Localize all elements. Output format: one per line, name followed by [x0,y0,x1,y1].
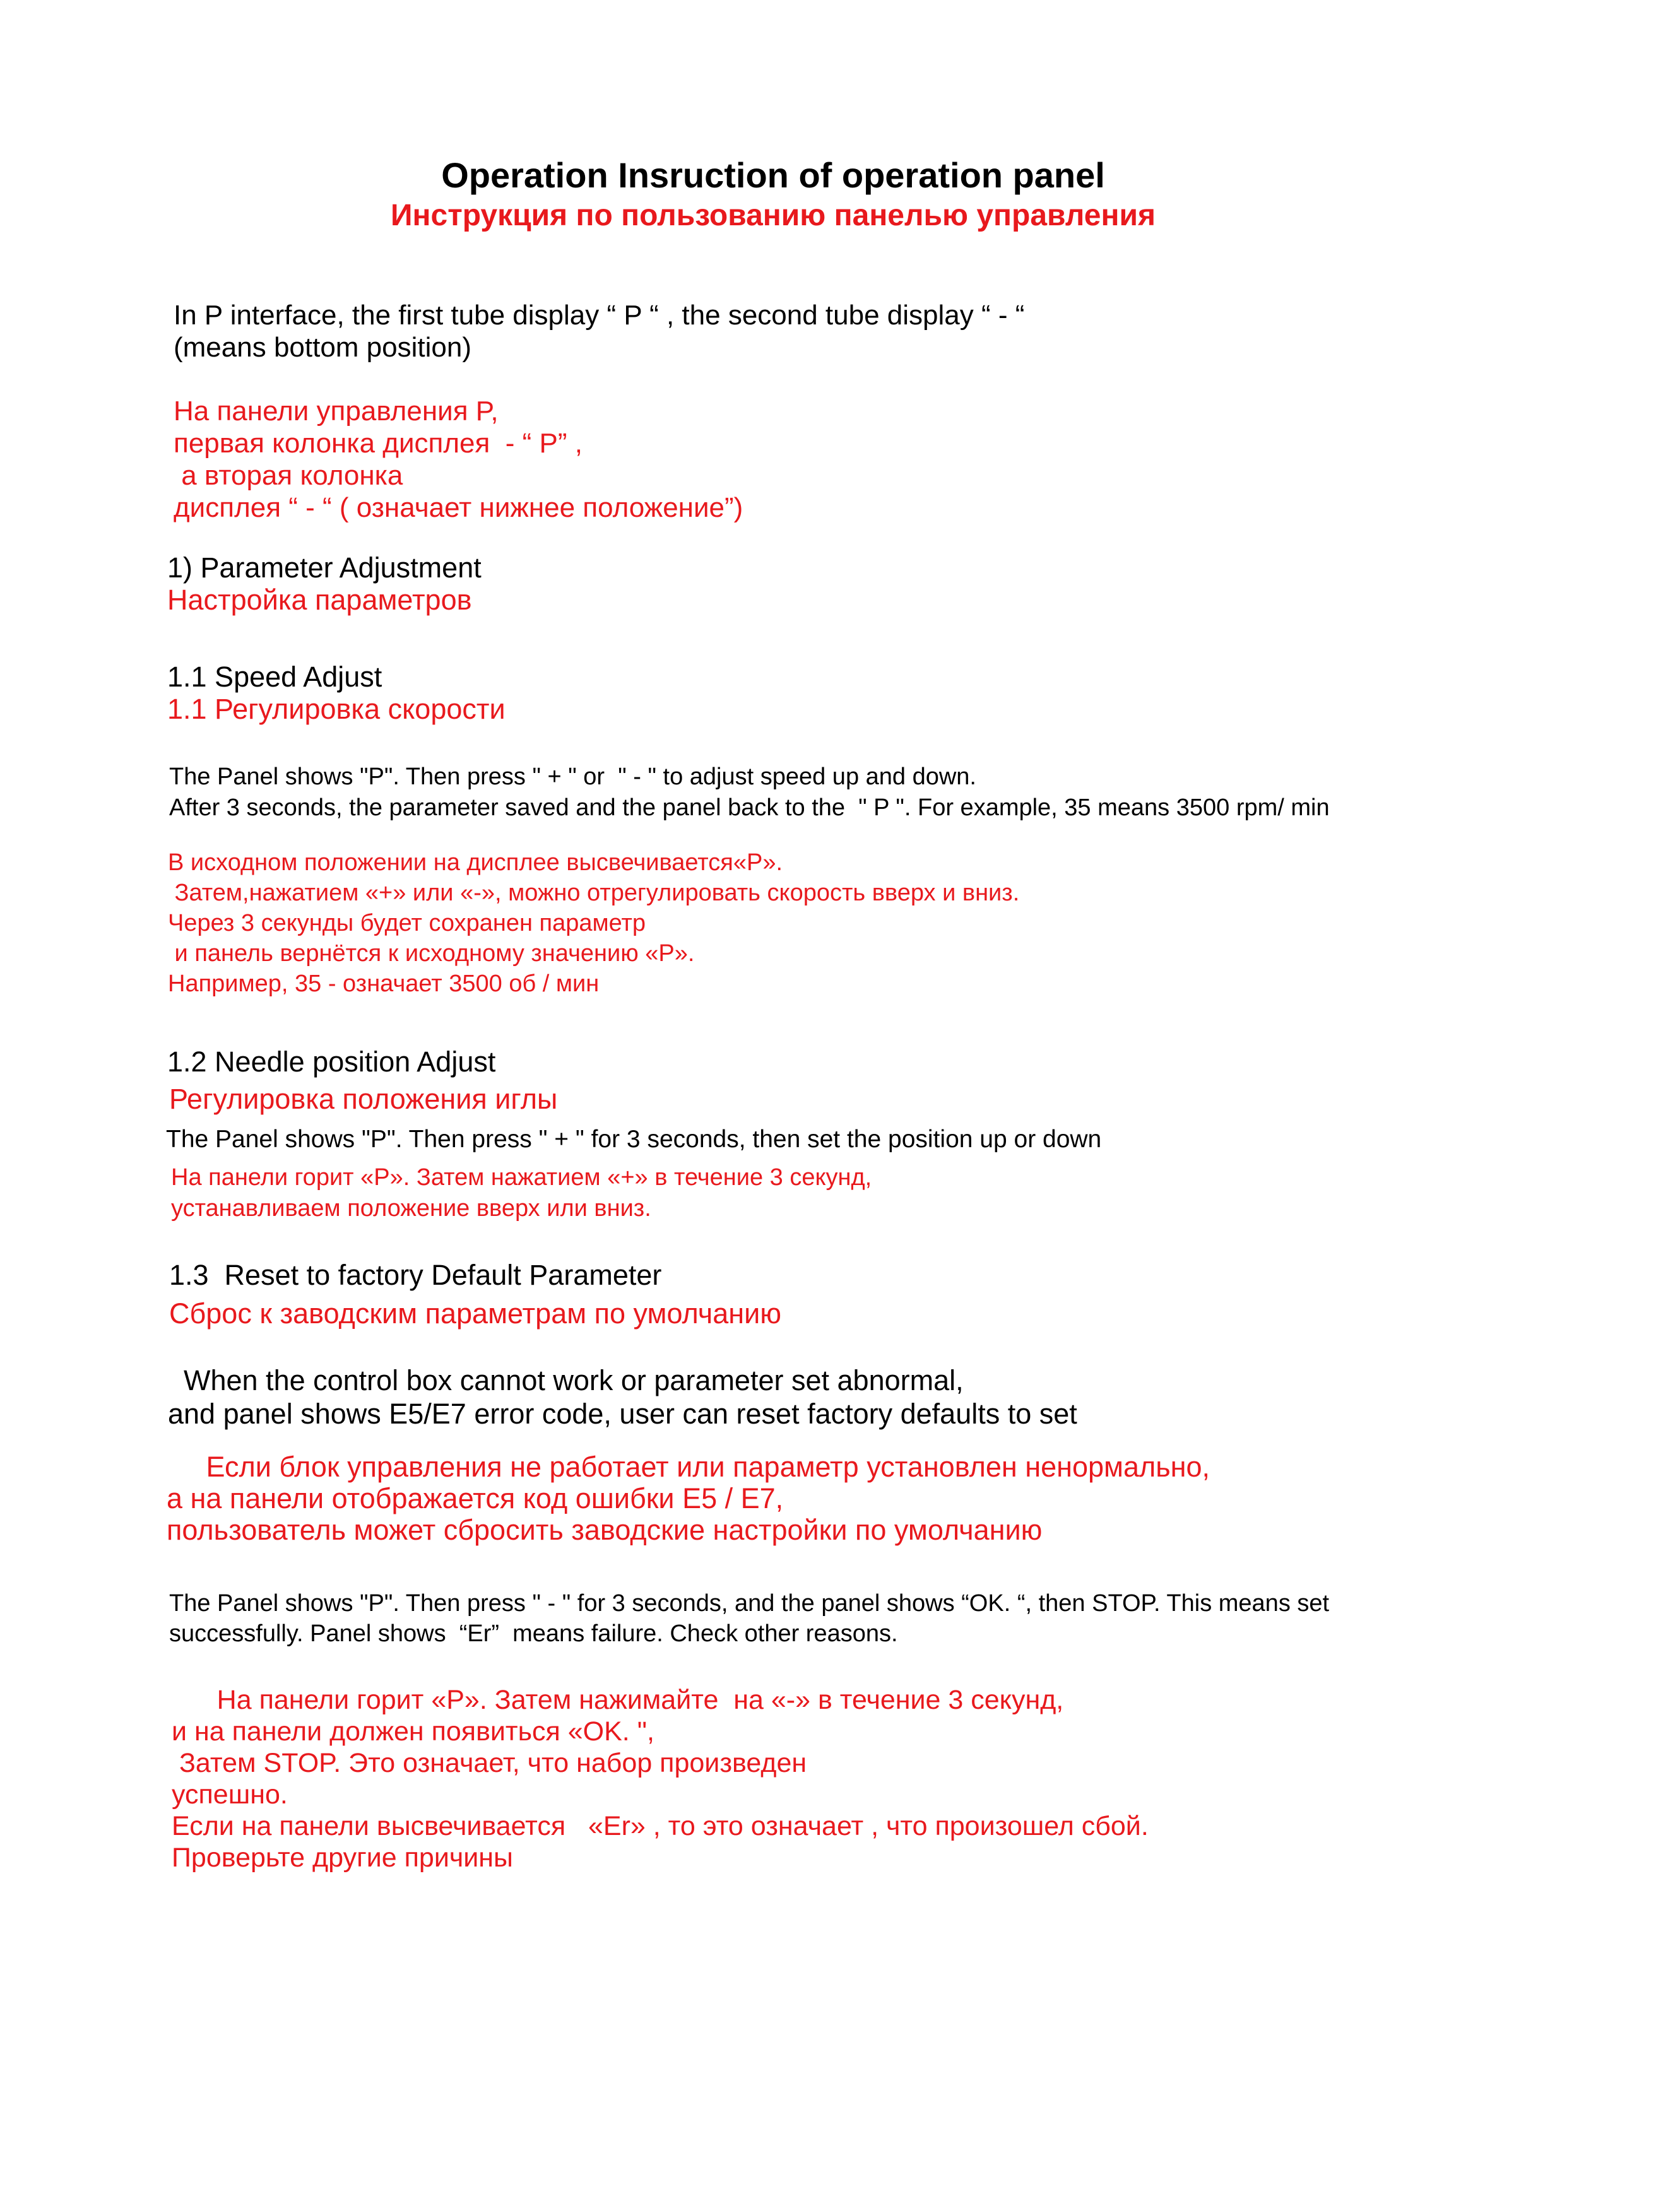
speed-heading-russian: 1.1 Регулировка скорости [167,693,506,725]
speed-ru-line: Затем,нажатием «+» или «-», можно отрегулировать скорость вверх и вниз. [168,880,1020,906]
intro-ru-line: а вторая колонка [174,460,403,491]
reset-text-english [168,1366,1077,1433]
reset-procedure-en-line: The Panel shows "P". Then press " - " for 3 seconds, and the panel shows “OK. “, then STOP. This means set [169,1590,1330,1617]
speed-en-line: The Panel shows "P". Then press " + " or " - " to adjust speed up and down. [169,764,976,790]
needle-text-english: The Panel shows "P". Then press " + " for 3 seconds, then set the position up or down [166,1126,1102,1153]
needle-heading-english: 1.2 Needle position Adjust [167,1046,496,1078]
intro-ru-line: дисплея “ - “ ( означает нижнее положение”) [174,492,743,523]
speed-text-russian [168,851,1019,1002]
reset-en-line: and panel shows E5/E7 error code, user can reset factory defaults to set [168,1398,1077,1430]
speed-text-english [169,765,1330,827]
needle-ru-line: устанавливаем положение вверх или вниз. [171,1195,651,1222]
reset-procedure-ru-line: Затем STOP. Это означает, что набор произведен [172,1748,807,1778]
reset-heading-russian: Сброс к заводским параметрам по умолчанию [169,1297,782,1330]
reset-ru-line: а на панели отображается код ошибки E5 / E7, [167,1482,784,1514]
reset-text-russian [167,1453,1210,1547]
speed-ru-line: и панель вернётся к исходному значению «P». [168,940,695,967]
intro-ru-line: первая колонка дисплея - “ P” , [174,428,583,459]
intro-ru-line: На панели управления P, [174,396,499,427]
reset-procedure-ru-line: На панели горит «P». Затем нажимайте на «-» в течение 3 секунд, [172,1685,1064,1715]
intro-en-line: (means bottom position) [174,332,471,363]
reset-procedure-english [169,1591,1329,1652]
reset-ru-line: пользователь может сбросить заводские настройки по умолчанию [167,1514,1043,1546]
reset-procedure-ru-line: Проверьте другие причины [172,1843,513,1873]
intro-english [174,302,1024,366]
reset-heading-english: 1.3 Reset to factory Default Parameter [169,1259,662,1291]
reset-ru-line: Если блок управления не работает или параметр установлен ненормально, [167,1451,1210,1483]
speed-ru-line: Например, 35 - означает 3500 об / мин [168,970,600,997]
speed-ru-line: В исходном положении на дисплее высвечивается«P». [168,849,783,876]
intro-en-line: In P interface, the first tube display “ P “ , the second tube display “ - “ [174,300,1025,331]
section-heading-russian: Настройка параметров [167,584,472,616]
title-russian: Инструкция по пользованию панелью управления [391,199,1156,232]
reset-procedure-ru-line: успешно. [172,1779,288,1810]
reset-procedure-ru-line: Если на панели высвечивается «Er» , то это означает , что произошел сбой. [172,1811,1149,1841]
speed-en-line: After 3 seconds, the parameter saved and the panel back to the " P ". For example, 35 means 3500 rpm/ min [169,794,1330,821]
intro-russian [174,398,743,526]
section-heading-english: 1) Parameter Adjustment [167,552,482,584]
speed-ru-line: Через 3 секунды будет сохранен параметр [168,910,646,936]
reset-procedure-russian [172,1687,1149,1876]
speed-heading-english: 1.1 Speed Adjust [167,661,382,693]
needle-heading-russian: Регулировка положения иглы [169,1083,558,1115]
reset-procedure-en-line: successfully. Panel shows “Er” means failure. Check other reasons. [169,1620,898,1647]
needle-ru-line: На панели горит «P». Затем нажатием «+» в течение 3 секунд, [171,1164,872,1191]
title-english: Operation Insruction of operation panel [441,155,1105,195]
needle-text-russian [171,1165,872,1227]
reset-procedure-ru-line: и на панели должен появиться «OK. ", [172,1716,654,1747]
reset-en-line: When the control box cannot work or parameter set abnormal, [168,1364,964,1396]
